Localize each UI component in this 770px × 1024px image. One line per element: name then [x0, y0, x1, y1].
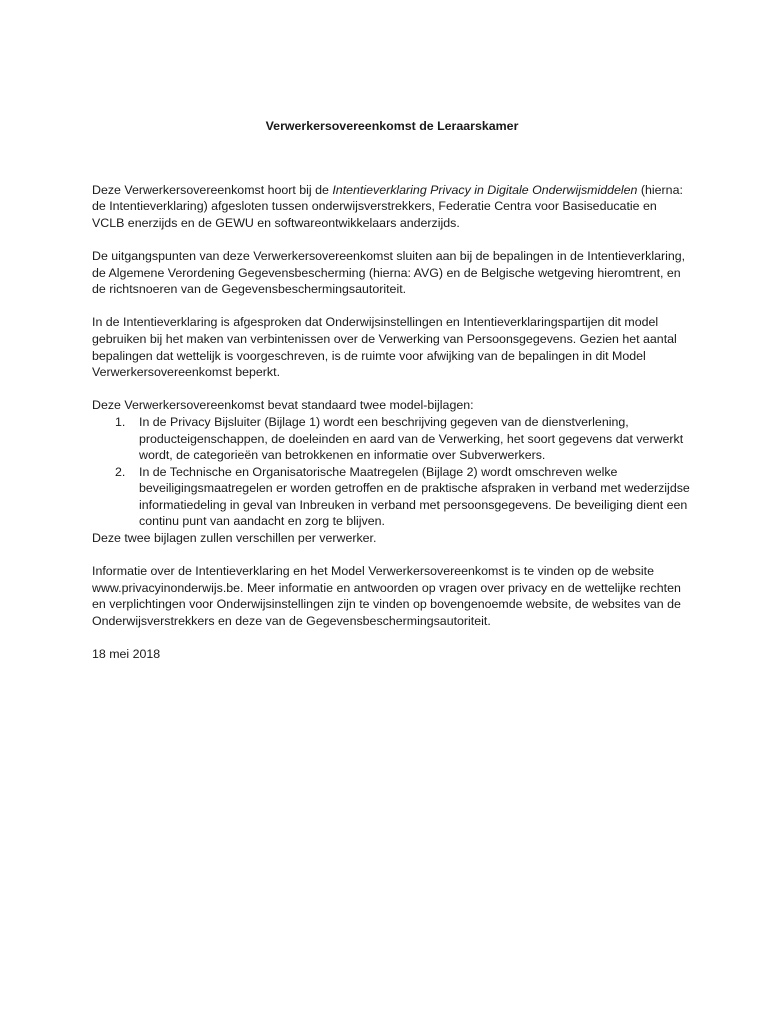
- list-item: [92, 414, 692, 464]
- annexes-section: [92, 397, 692, 546]
- intro-text-before: Deze Verwerkersovereenkomst hoort bij de: [92, 182, 333, 197]
- document-date: 18 mei 2018: [92, 647, 161, 662]
- list-item-number: 2.: [115, 464, 126, 479]
- annexes-list: [92, 414, 692, 530]
- principles-paragraph: De uitgangspunten van deze Verwerkersovereenkomst sluiten aan bij de bepalingen in de Intentieverklaring, de Algemene Verordening Gegevensbescherming (hierna: AVG) en de Belgische wetgeving hieromtrent, en de richtsnoeren van de Gegevensbeschermingsautoriteit.: [92, 248, 686, 297]
- intro-paragraph: [92, 182, 692, 232]
- annexes-intro: Deze Verwerkersovereenkomst bevat standaard twee model-bijlagen:: [92, 398, 474, 413]
- agreement-paragraph: In de Intentieverklaring is afgesproken dat Onderwijsinstellingen en Intentieverklaringspartijen dit model gebruiken bij het maken van verbintenissen over de Verwerking van Persoonsgegevens. Gezien het aantal bepalingen dat wettelijk is voorgeschreven, is de ruimte voor afwijking van de bepalingen in dit Model Verwerkersovereenkomst beperkt.: [92, 315, 677, 380]
- intro-text-after: (hierna: de Intentieverklaring) afgesloten tussen onderwijsverstrekkers, Federatie Centra voor Basiseducatie en VCLB enerzijds en de GEWU en softwareontwikkelaars anderzijds.: [92, 182, 683, 230]
- annexes-outro: Deze twee bijlagen zullen verschillen per verwerker.: [92, 531, 377, 546]
- list-item-text: In de Technische en Organisatorische Maatregelen (Bijlage 2) wordt omschreven welke beveiligingsmaatregelen er worden getroffen en de praktische afspraken in verband met wederzijdse informatiedeling in geval van Inbreuken in verband met persoonsgegevens. De beveiliging dient een continu punt van aandacht en zorg te blijven.: [139, 464, 690, 529]
- document-body: [92, 118, 692, 663]
- list-item-number: 1.: [115, 414, 126, 429]
- information-paragraph: Informatie over de Intentieverklaring en het Model Verwerkersovereenkomst is te vinden op de website www.privacyinonderwijs.be. Meer informatie en antwoorden op vragen over privacy en de wettelijke rechten en verplichtingen voor Onderwijsinstellingen zijn te vinden op bovengenoemde website, de websites van de Onderwijsverstrekkers en deze van de Gegevensbeschermingsautoriteit.: [92, 564, 681, 629]
- intro-text-italic: Intentieverklaring Privacy in Digitale Onderwijsmiddelen: [332, 182, 638, 197]
- list-item-text: In de Privacy Bijsluiter (Bijlage 1) wordt een beschrijving gegeven van de dienstverlening, producteigenschappen, de doeleinden en aard van de Verwerking, het soort gegevens dat verwerkt wordt, de categorieën van betrokkenen en informatie over Subverwerkers.: [139, 414, 684, 463]
- document-title: Verwerkersovereenkomst de Leraarskamer: [265, 119, 519, 133]
- list-item: [92, 464, 692, 530]
